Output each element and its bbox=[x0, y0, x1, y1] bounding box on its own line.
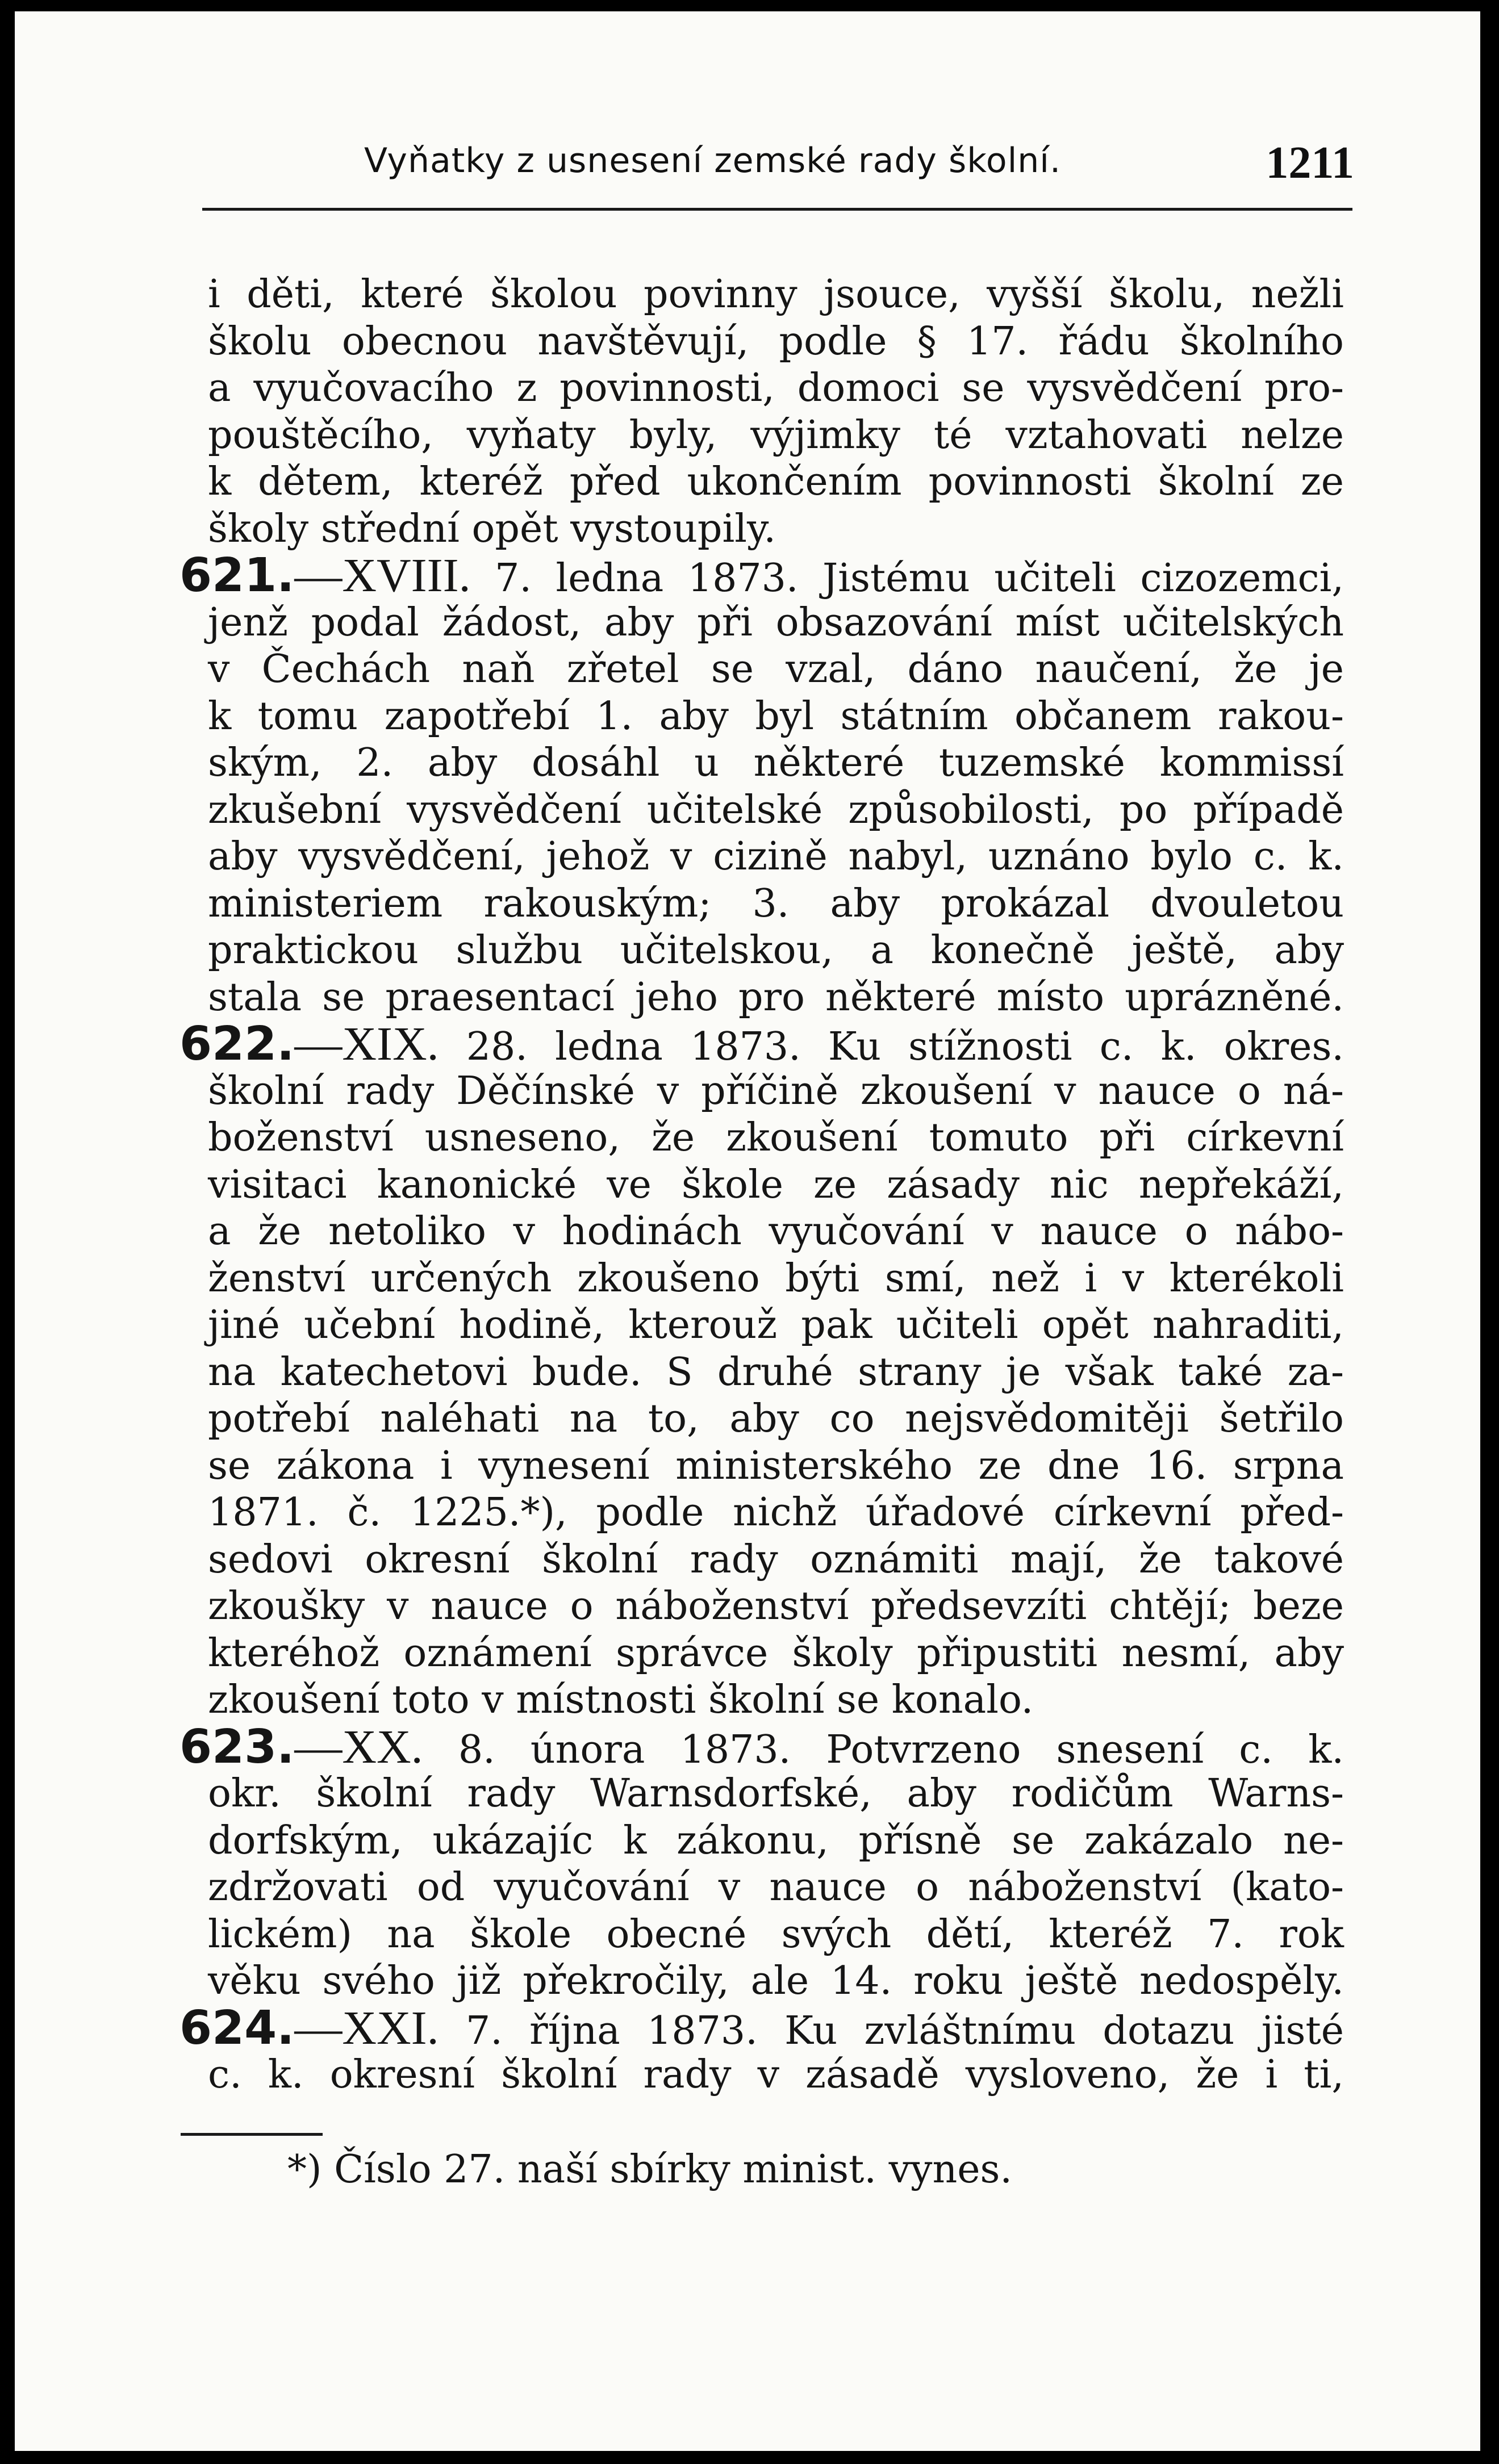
text-line: školu obecnou navštěvují, podle § 17. řádu školního bbox=[208, 319, 1344, 364]
text-line: lickém) na škole obecné svých dětí, kteréž 7. rok bbox=[208, 1911, 1344, 1957]
text-line: jenž podal žádost, aby při obsazování míst učitelských bbox=[208, 600, 1344, 645]
text-line: visitaci kanonické ve škole ze zásady nic nepřekáží, bbox=[208, 1162, 1344, 1207]
text-line: i děti, které školou povinny jsouce, vyšší školu, nežli bbox=[208, 272, 1344, 317]
text-line: praktickou službu učitelskou, a konečně ještě, aby bbox=[208, 928, 1344, 973]
text-line: ženství určených zkoušeno býti smí, než i v kterékoli bbox=[208, 1256, 1344, 1301]
text-line: kteréhož oznámení správce školy připustiti nesmí, aby bbox=[208, 1630, 1344, 1676]
text-line: k tomu zapotřebí 1. aby byl státním občanem rakou- bbox=[208, 693, 1344, 739]
entry-heading-line bbox=[179, 549, 1344, 603]
text-line: sedovi okresní školní rady oznámiti mají, že takové bbox=[208, 1537, 1344, 1582]
text-line: na katechetovi bude. S druhé strany je však také za- bbox=[208, 1349, 1344, 1395]
entry-number: 624. bbox=[179, 2001, 295, 2055]
text-line: a že netoliko v hodinách vyučování v nauce o nábo- bbox=[208, 1209, 1344, 1254]
text-line: 7. ledna 1873. Jistému učiteli cizozemci, bbox=[495, 556, 1344, 601]
text-line: k dětem, kteréž před ukončením povinnosti školní ze bbox=[208, 459, 1344, 504]
text-line: v Čechách naň zřetel se vzal, dáno naučení, že je bbox=[208, 647, 1344, 692]
text-line: c. k. okresní školní rady v zásadě vysloveno, že i ti, bbox=[208, 2052, 1344, 2097]
body-text bbox=[179, 271, 1344, 2099]
text-line: aby vysvědčení, jehož v cizině nabyl, uznáno bylo c. k. bbox=[208, 834, 1344, 879]
entry-roman-numeral: —XXI. bbox=[294, 2001, 439, 2055]
entry-624 bbox=[179, 2001, 1344, 2099]
text-line: a vyučovacího z povinnosti, domoci se vysvědčení pro- bbox=[208, 366, 1344, 411]
text-line: pouštěcího, vyňaty byly, výjimky té vztahovati nelze bbox=[208, 412, 1344, 458]
text-line: věku svého již překročily, ale 14. roku ještě nedospěly. bbox=[208, 1959, 1344, 2003]
footnote-rule bbox=[181, 2133, 323, 2136]
text-line: zkoušky v nauce o náboženství předsevzíti chtějí; beze bbox=[208, 1584, 1344, 1629]
page-number: 1211 bbox=[1266, 138, 1354, 188]
entry-heading-line bbox=[179, 1017, 1344, 1071]
entry-roman-numeral: —XX. bbox=[294, 1720, 423, 1773]
book-page bbox=[15, 11, 1480, 2451]
text-line: dorfským, ukázajíc k zákonu, přísně se zakázalo ne- bbox=[208, 1818, 1344, 1863]
text-line: 7. října 1873. Ku zvláštnímu dotazu jisté bbox=[465, 2008, 1344, 2053]
entry-number: 622. bbox=[179, 1017, 295, 1071]
text-line: ministeriem rakouským; 3. aby prokázal dvouletou bbox=[208, 881, 1344, 926]
entry-roman-numeral: —XVIII. bbox=[294, 549, 471, 602]
entry-621 bbox=[179, 549, 1344, 1021]
text-line: zdržovati od vyučování v nauce o náboženství (kato- bbox=[208, 1865, 1344, 1910]
entry-heading-line bbox=[179, 1720, 1344, 1774]
text-line: stala se praesentací jeho pro některé místo uprázněné. bbox=[208, 974, 1344, 1020]
text-line: jiné učební hodině, kterouž pak učiteli opět nahraditi, bbox=[208, 1303, 1344, 1348]
entry-roman-numeral: —XIX. bbox=[294, 1018, 439, 1070]
text-line: boženství usneseno, že zkoušení tomuto při církevní bbox=[208, 1115, 1344, 1160]
text-line: potřebí naléhati na to, aby co nejsvědomitěji šetřilo bbox=[208, 1396, 1344, 1441]
text-line: 28. ledna 1873. Ku stížnosti c. k. okres. bbox=[466, 1024, 1344, 1069]
entry-number: 621. bbox=[179, 549, 295, 603]
entry-heading-line bbox=[179, 2001, 1344, 2055]
text-line: zkušební vysvědčení učitelské způsobilosti, po případě bbox=[208, 787, 1344, 833]
text-line: 8. února 1873. Potvrzeno snesení c. k. bbox=[458, 1727, 1344, 1772]
header-rule bbox=[202, 208, 1352, 211]
entry-number: 623. bbox=[179, 1720, 295, 1774]
text-line: okr. školní rady Warnsdorfské, aby rodičům Warns- bbox=[208, 1771, 1344, 1816]
entry-623 bbox=[179, 1720, 1344, 2005]
entry-622 bbox=[179, 1017, 1344, 1724]
text-line: ským, 2. aby dosáhl u některé tuzemské kommissí bbox=[208, 741, 1344, 785]
running-title: Vyňatky z usnesení zemské rady školní. bbox=[364, 141, 1062, 181]
footnote: *) Číslo 27. naší sbírky minist. vynes. bbox=[287, 2147, 1012, 2192]
text-line: se zákona i vynesení ministerského ze dne 16. srpna bbox=[208, 1443, 1344, 1488]
text-line: školní rady Děčínské v příčině zkoušení v nauce o ná- bbox=[208, 1068, 1344, 1114]
text-line: školy střední opět vystoupily. bbox=[208, 506, 776, 551]
intro-paragraph bbox=[208, 271, 1344, 553]
text-line: zkoušení toto v místnosti školní se konalo. bbox=[208, 1677, 1034, 1722]
text-line: 1871. č. 1225.*), podle nichž úřadové církevní před- bbox=[208, 1490, 1344, 1535]
